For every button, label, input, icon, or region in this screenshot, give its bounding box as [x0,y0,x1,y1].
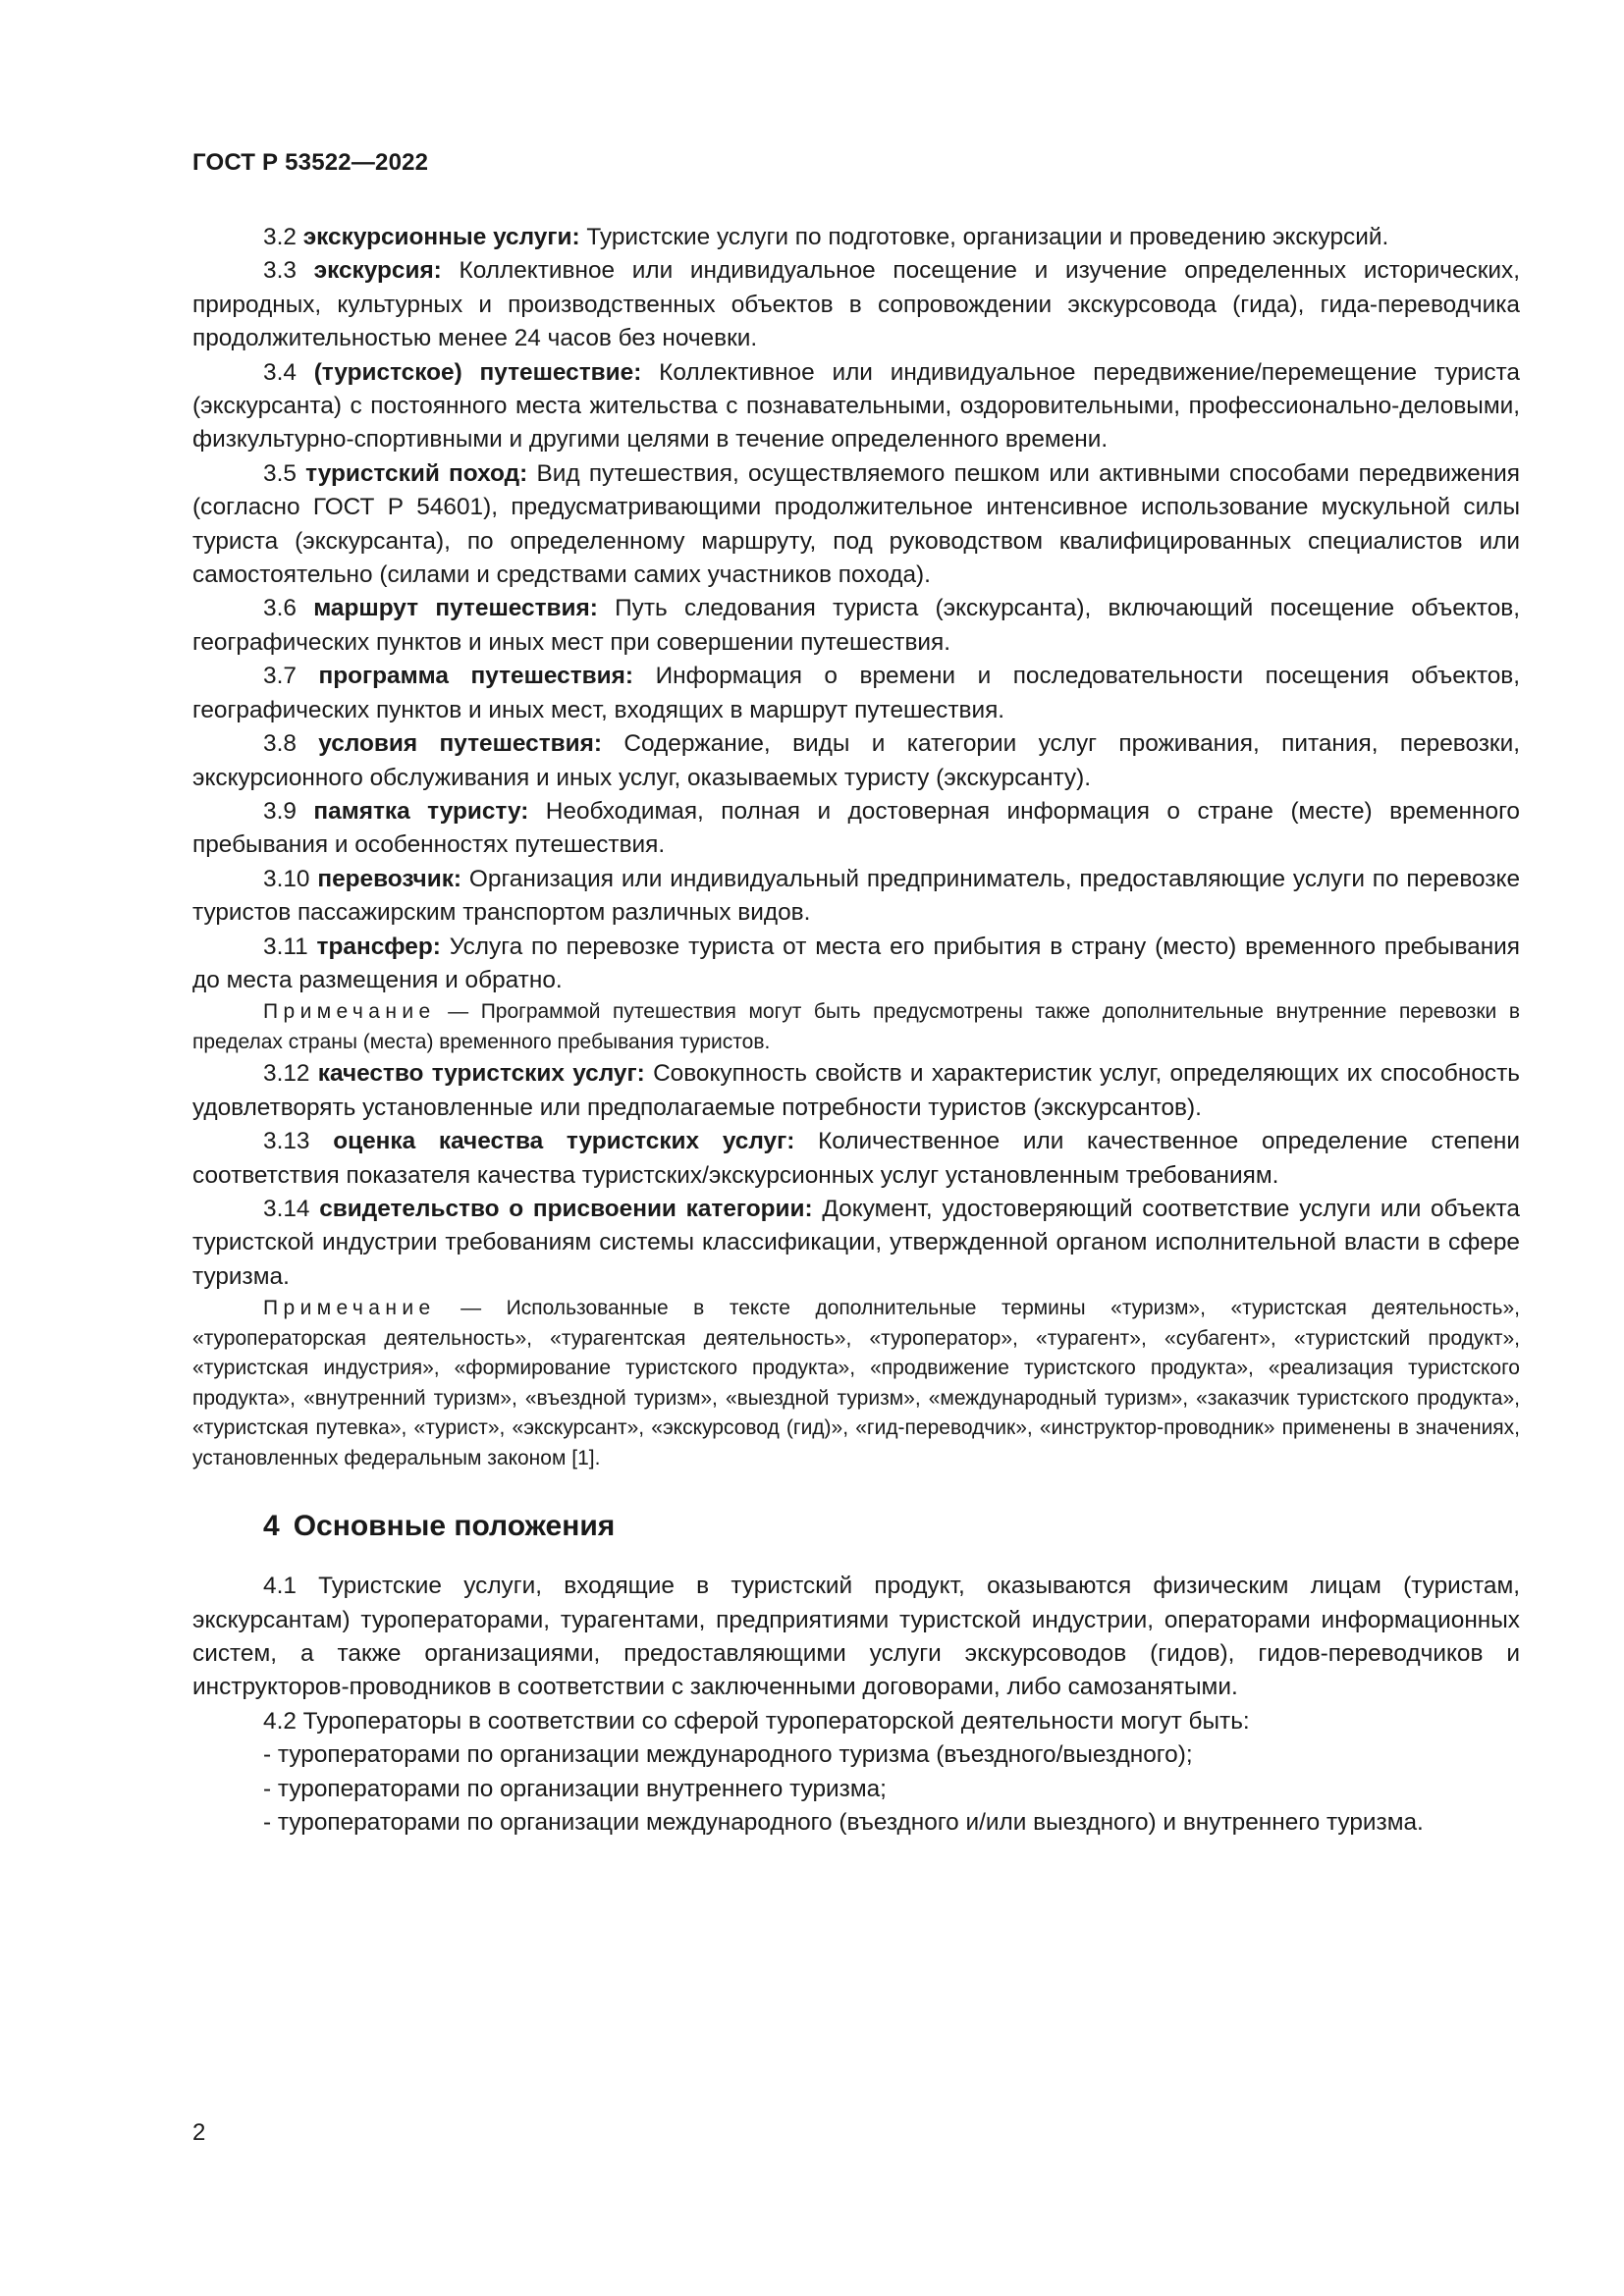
term-3-14 [192,1193,1520,1294]
term-title: свидетельство о присвоении категории: [319,1195,813,1222]
term-definition: Содержание, виды и категории услуг проживания, питания, перевозки, экскурсионного обслуживания и иных услуг, оказываемых туристу (экскурсанту). [192,730,1520,791]
term-definition: Путь следования туриста (экскурсанта), включающий посещение объектов, географических пунктов и иных мест при совершении путешествия. [192,595,1521,656]
term-title: экскурсионные услуги: [302,224,580,250]
section-number: 4 [263,1510,280,1543]
term-definition: Вид путешествия, осуществляемого пешком или активными способами передвижения (согласно ГОСТ Р 54601), предусматривающими продолжительное интенсивное использование мускульной силы туриста (экскурсанта), по определенному маршруту, под руководством квалифицированных специалистов или самостоятельно (силами и средствами самих участников похода). [192,459,1521,589]
term-number: 3.6 [263,595,297,622]
term-definition: Информация о времени и последовательности посещения объектов, географических пунктов и иных мест, входящих в маршрут путешествия. [192,663,1521,723]
term-number: 3.2 [263,224,297,250]
term-3-4 [192,356,1520,457]
term-3-12 [192,1057,1520,1125]
term-number: 3.5 [263,459,297,487]
page-number: 2 [192,2119,206,2146]
term-3-5 [192,457,1520,593]
term-title: оценка качества туристских услуг: [333,1128,795,1155]
term-title: маршрут путешествия: [313,595,598,622]
term-number: 3.14 [263,1195,310,1222]
term-title: программа путешествия: [318,663,634,690]
term-number: 3.10 [263,865,310,892]
term-3-7 [192,660,1520,727]
term-definition: Документ, удостоверяющий соответствие услуги или объекта туристской индустрии требованиям системы классификации, утвержденной органом исполнительной власти в сфере туризма. [192,1195,1520,1290]
note-text: — Программой путешествия могут быть предусмотрены также дополнительные внутренние перевозки в пределах страны (места) временного пребывания туристов. [192,1000,1520,1053]
section-title: Основные положения [293,1510,616,1543]
paragraph-4-1: 4.1 Туристские услуги, входящие в туристский продукт, оказываются физическим лицам (туристам, экскурсантам) туроператорами, турагентами, предприятиями туристской индустрии, операторами информационных систем, а также организациями, предоставляющими услуги экскурсоводов (гидов), гидов-переводчиков и инструкторов-проводников в соответствии с заключенными договорами, либо самозанятыми. [192,1573,1520,1701]
note-terms [192,1294,1520,1473]
term-number: 3.11 [263,933,308,960]
term-title: трансфер: [316,933,441,960]
term-3-10 [192,863,1520,931]
term-number: 3.4 [263,358,297,386]
term-title: экскурсия: [313,257,442,285]
term-definition: Коллективное или индивидуальное передвижение/перемещение туриста (экскурсанта) с постоянного места жительства с познавательными, оздоровительными, профессионально-деловыми, физкультурно-спортивными и другими целями в течение определенного времени. [192,358,1520,454]
term-title: условия путешествия: [318,730,603,758]
term-definition: Туристские услуги по подготовке, организации и проведению экскурсий. [586,224,1389,250]
term-definition: Организация или индивидуальный предприниматель, предоставляющие услуги по перевозке туристов пассажирским транспортом различных видов. [192,865,1521,927]
term-number: 3.3 [263,257,297,285]
term-number: 3.8 [263,730,297,758]
term-title: перевозчик: [317,865,462,892]
document-body [192,221,1520,1840]
term-definition: Совокупность свойств и характеристик услуг, определяющих их способность удовлетворять установленные или предполагаемые потребности туристов (экскурсантов). [192,1060,1520,1121]
section-4-heading [263,1509,1520,1544]
note-transfer [192,997,1520,1057]
term-title: (туристское) путешествие: [313,358,642,386]
term-3-11 [192,931,1520,998]
term-3-6 [192,592,1520,660]
term-title: туристский поход: [305,459,528,487]
list-item: - туроператорами по организации международного (въездного и/или выездного) и внутреннего туризма. [263,1809,1424,1837]
term-definition: Услуга по перевозке туриста от места его прибытия в страну (место) временного пребывания до места размещения и обратно. [192,933,1521,993]
term-3-3 [192,254,1520,355]
term-definition: Необходимая, полная и достоверная информация о стране (месте) временного пребывания и особенностях путешествия. [192,797,1520,859]
term-3-8 [192,727,1520,795]
term-3-2 [192,221,1520,254]
term-definition: Количественное или качественное определение степени соответствия показателя качества туристских/экскурсионных услуг установленным требованиям. [192,1128,1520,1189]
note-text: — Использованные в тексте дополнительные термины «туризм», «туристская деятельность», «туроператорская деятельность», «турагентская деятельность», «туроператор», «турагент», «субагент», «туристский продукт», «туристская индустрия», «формирование туристского продукта», «продвижение туристского продукта», «реализация туристского продукта», «внутренний туризм», «въездной туризм», «выездной туризм», «международный туризм», «заказчик туристского продукта», «туристская путевка», «турист», «экскурсант», «экскурсовод (гид)», «гид-переводчик», «инструктор-проводник» применены в значениях, установленных федеральным законом [1]. [192,1297,1520,1469]
note-label: Примечание [263,1000,436,1024]
term-3-9 [192,795,1520,863]
term-title: памятка туристу: [313,797,529,825]
term-definition: Коллективное или индивидуальное посещение и изучение определенных исторических, природных, культурных и производственных объектов в сопровождении экскурсовода (гида), гида-переводчика продолжительностью менее 24 часов без ночевки. [192,257,1521,352]
term-number: 3.13 [263,1128,310,1155]
list-item: - туроператорами по организации внутреннего туризма; [263,1775,887,1802]
note-label: Примечание [263,1297,436,1320]
term-number: 3.7 [263,663,297,690]
document-header: ГОСТ Р 53522—2022 [192,149,429,176]
list-item: - туроператорами по организации международного туризма (въездного/выездного); [263,1741,1193,1769]
term-title: качество туристских услуг: [317,1060,645,1088]
term-number: 3.9 [263,797,297,825]
paragraph-4-2: 4.2 Туроператоры в соответствии со сферой туроператорской деятельности могут быть: [263,1707,1250,1735]
term-3-13 [192,1125,1520,1193]
term-number: 3.12 [263,1060,310,1088]
